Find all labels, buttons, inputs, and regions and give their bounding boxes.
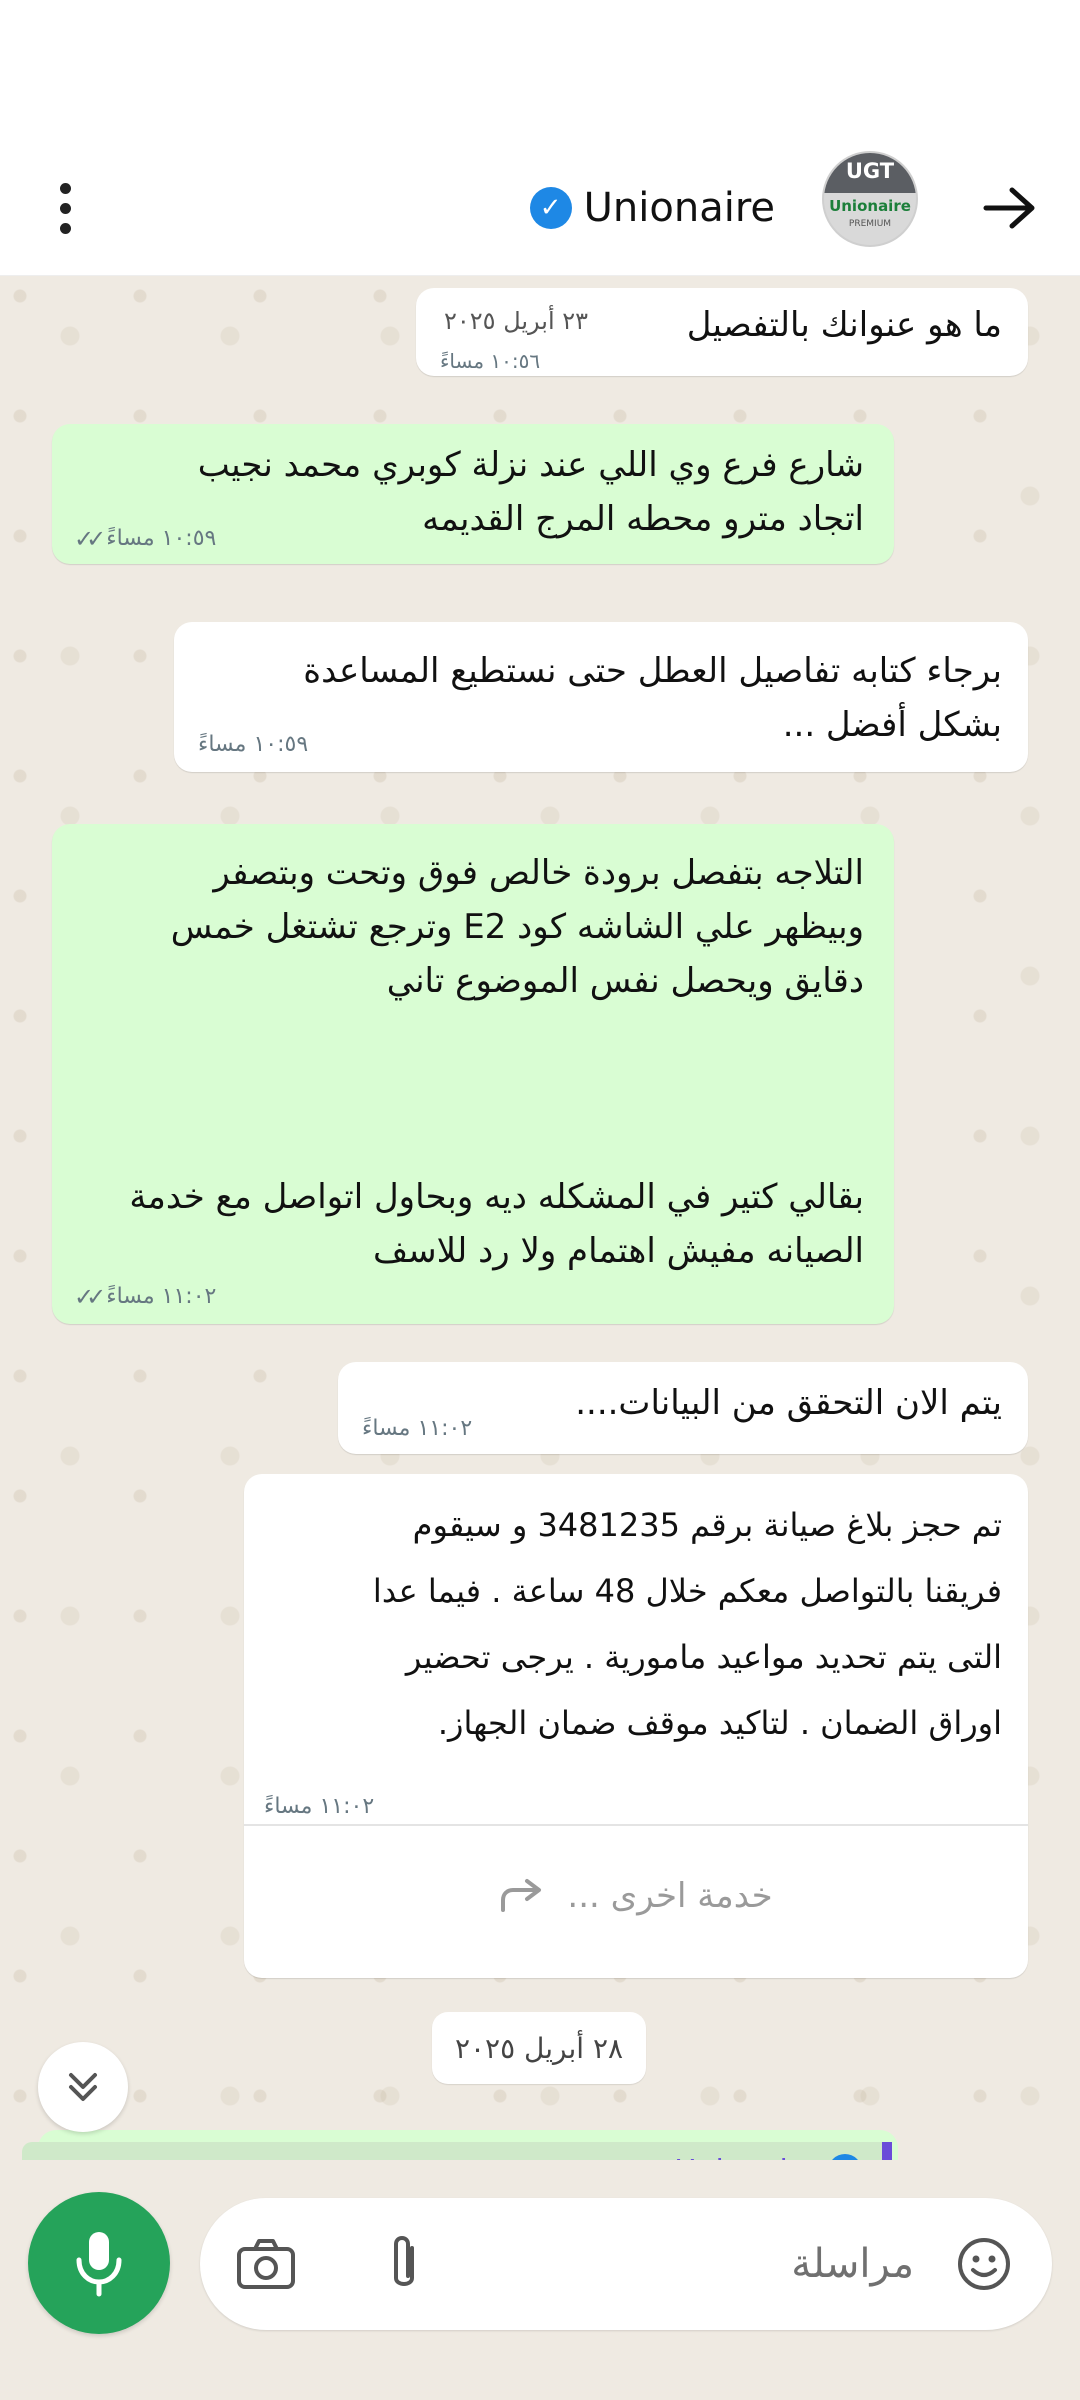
message-time: ١٠:٥٩ مساءً (198, 732, 309, 757)
message-time: ١٠:٥٩ مساءً (106, 526, 217, 551)
date-chip: ٢٣ أبريل ٢٠٢٥ (436, 294, 596, 348)
message-text: التلاجه بتفصل برودة خالص فوق وتحت وبتصفر وبيظهر علي الشاشه كود E2 وترجع تشتغل خمس دقايق ويحصل نفس الموضوع تاني بقالي كتير في المشكله ديه وبحاول اتواصل مع خدمة الصيانه مفيش اهتمام ولا رد للاسف (129, 853, 864, 1271)
message-bubble[interactable] (52, 424, 894, 564)
message-bubble[interactable] (338, 1362, 1028, 1454)
menu-dots-icon[interactable] (40, 168, 90, 248)
contact-name: Unionaire (583, 185, 775, 231)
attach-icon[interactable] (372, 2232, 436, 2296)
message-input[interactable] (200, 2198, 1052, 2330)
forward-arrow-icon (499, 1878, 545, 1914)
verified-badge-icon: ✓ (530, 187, 572, 229)
sticker-icon[interactable] (952, 2232, 1016, 2296)
mic-button[interactable] (28, 2192, 170, 2334)
message-bubble[interactable] (416, 288, 1028, 376)
message-time: ١٠:٥٦ مساءً (440, 349, 541, 373)
message-bubble[interactable] (52, 824, 894, 1324)
message-text: تم حجز بلاغ صيانة برقم 3481235 و سيقوم فريقنا بالتواصل معكم خلال 48 ساعة . فيما عدا التى يتم تحديد مواعيد مامورية . يرجى تحضير اوراق الضمان . لتاكيد موقف ضمان الجهاز. (372, 1506, 1002, 1742)
message-bubble[interactable] (174, 622, 1028, 772)
message-placeholder: مراسلة (791, 2241, 914, 2287)
message-time: ١١:٠٢ مساءً (106, 1284, 217, 1309)
scroll-down-button[interactable] (38, 2042, 128, 2132)
message-time: ١١:٠٢ مساءً (362, 1416, 473, 1441)
message-bubble[interactable] (244, 1474, 1028, 1978)
date-chip: ٢٨ أبريل ٢٠٢٥ (432, 2012, 646, 2084)
status-bar (0, 0, 1080, 140)
camera-icon[interactable] (234, 2232, 298, 2296)
message-meta (74, 1270, 216, 1324)
other-service-label: خدمة اخرى ... (567, 1876, 773, 1916)
message-time: ١١:٠٢ مساءً (264, 1794, 375, 1819)
double-check-icon: ✓✓ (74, 525, 99, 553)
chat-area[interactable] (0, 276, 1080, 2400)
message-text: ما هو عنوانك بالتفصيل (686, 305, 1002, 345)
mic-icon (71, 2228, 127, 2298)
double-chevron-down-icon (63, 2067, 103, 2107)
avatar-brand-main: Unionaire (829, 197, 911, 215)
message-text: برجاء كتابه تفاصيل العطل حتى نستطيع المساعدة بشكل أفضل ... (303, 651, 1002, 745)
contact-title[interactable] (530, 178, 775, 238)
back-arrow-icon[interactable] (975, 173, 1045, 243)
double-check-icon: ✓✓ (74, 1283, 99, 1311)
avatar[interactable] (822, 151, 918, 247)
message-text: شارع فرع وي اللي عند نزلة كوبري محمد نجيب اتجاد مترو محطه المرج القديمه (197, 445, 864, 539)
other-service-button[interactable] (244, 1826, 1028, 1966)
system-nav-bar (0, 2350, 1080, 2400)
message-text: يتم الان التحقق من البيانات.... (575, 1383, 1002, 1423)
avatar-brand-sub: PREMIUM (848, 219, 892, 229)
message-meta (74, 512, 216, 566)
chat-header (0, 140, 1080, 276)
avatar-brand-top: UGT (845, 159, 895, 183)
